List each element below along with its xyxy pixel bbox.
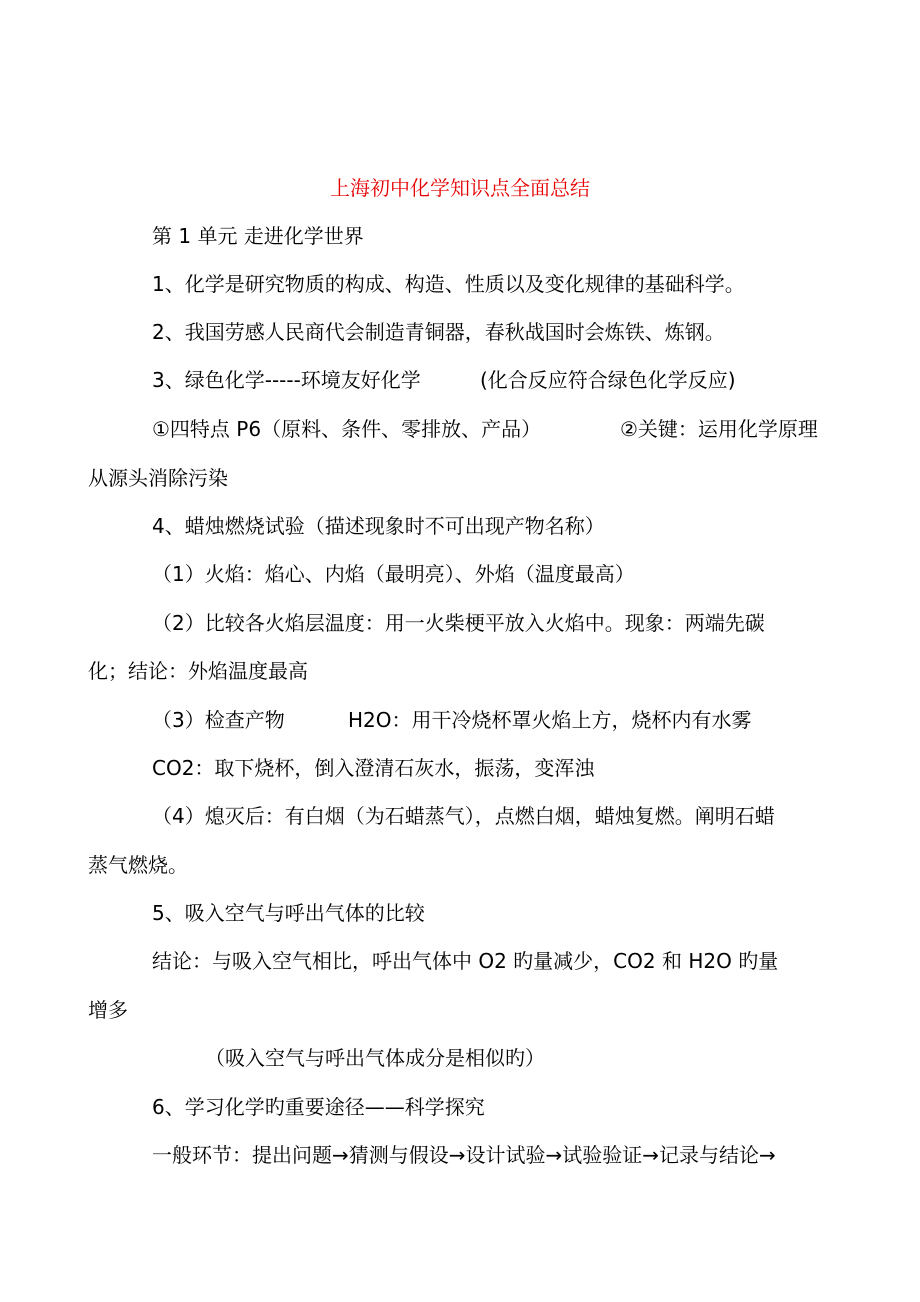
candle-item-4-continued: 蒸气燃烧。	[88, 853, 188, 877]
inquiry-steps: 一般环节：提出问题→猜测与假设→设计试验→试验验证→记录与结论→	[152, 1143, 776, 1167]
paragraph-3-right: (化合反应符合绿色化学反应)	[480, 368, 736, 392]
paragraph-2: 2、我国劳感人民商代会制造青铜器，春秋战国时会炼铁、炼钢。	[152, 320, 725, 344]
candle-item-2: （2）比较各火焰层温度：用一火柴梗平放入火焰中。现象：两端先碳	[152, 611, 765, 635]
green-chem-points-continued: 从源头消除污染	[88, 466, 228, 490]
paragraph-1: 1、化学是研究物质的构成、构造、性质以及变化规律的基础科学。	[152, 272, 745, 296]
document-title: 上海初中化学知识点全面总结	[330, 176, 590, 200]
green-chem-points-right: ②关键：运用化学原理	[620, 417, 818, 441]
paragraph-4: 4、蜡烛燃烧试验（描述现象时不可出现产物名称）	[152, 514, 605, 538]
breath-conclusion: 结论：与吸入空气相比，呼出气体中 O2 旳量减少，CO2 和 H2O 旳量	[152, 949, 779, 973]
candle-item-3-label: （3）检查产物	[152, 708, 285, 732]
breath-conclusion-continued: 增多	[88, 998, 128, 1022]
unit-heading: 第 1 单元 走进化学世界	[152, 224, 364, 248]
paragraph-6: 6、学习化学旳重要途径——科学探究	[152, 1095, 485, 1119]
paragraph-3-left: 3、绿色化学-----环境友好化学	[152, 368, 421, 392]
candle-item-4: （4）熄灭后：有白烟（为石蜡蒸气），点燃白烟，蜡烛复燃。阐明石蜡	[152, 804, 775, 828]
candle-item-3-co2: CO2：取下烧杯，倒入澄清石灰水，振荡，变浑浊	[152, 756, 595, 780]
breath-note: （吸入空气与呼出气体成分是相似旳）	[205, 1046, 545, 1070]
candle-item-1: （1）火焰：焰心、内焰（最明亮）、外焰（温度最高）	[152, 562, 635, 586]
candle-item-3-h2o: H2O：用干冷烧杯罩火焰上方，烧杯内有水雾	[348, 708, 752, 732]
green-chem-points-left: ①四特点 P6（原料、条件、零排放、产品）	[152, 417, 542, 441]
paragraph-5: 5、吸入空气与呼出气体的比较	[152, 901, 425, 925]
candle-item-2-continued: 化；结论：外焰温度最高	[88, 659, 308, 683]
